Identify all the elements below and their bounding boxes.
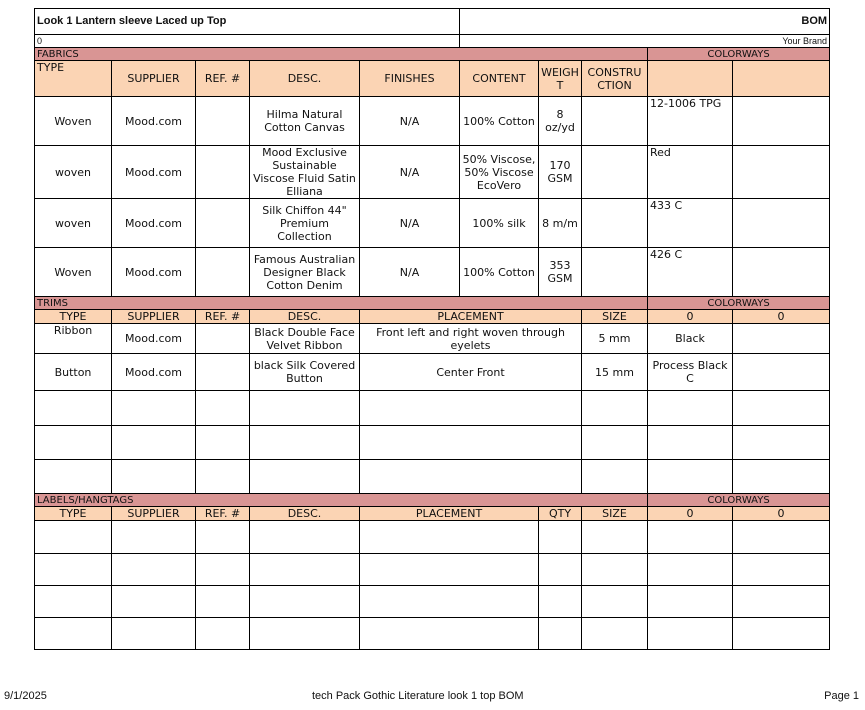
- fabrics-header-desc: DESC.: [250, 61, 360, 97]
- trim-type-cell: [35, 426, 112, 460]
- labels-header-size: SIZE: [582, 507, 648, 521]
- trims-header-ref: REF. #: [196, 310, 250, 324]
- labels-header-desc: DESC.: [250, 507, 360, 521]
- trim-colorway-2-cell: [733, 426, 830, 460]
- trim-type-cell: Ribbon: [35, 324, 112, 354]
- fabrics-colorway-header-2: [733, 61, 830, 97]
- label-row: [35, 521, 830, 554]
- label-row: [35, 586, 830, 618]
- trim-colorway-1-cell: Process Black C: [648, 354, 733, 391]
- fabrics-section-row: [35, 48, 830, 61]
- trim-row: [35, 460, 830, 494]
- fabric-construction-cell: [582, 97, 648, 146]
- label-colorway-1-cell: [648, 618, 733, 650]
- trims-header-colorway-2: 0: [733, 310, 830, 324]
- fabric-weight-cell: 8 oz/yd: [539, 97, 582, 146]
- label-row: [35, 618, 830, 650]
- fabric-content-cell: 100% Cotton: [460, 97, 539, 146]
- label-size-cell: [582, 586, 648, 618]
- label-desc-cell: [250, 586, 360, 618]
- trim-placement-cell: [360, 460, 582, 494]
- labels-header-placement: PLACEMENT: [360, 507, 539, 521]
- fabric-finishes-cell: N/A: [360, 199, 460, 248]
- trims-header-placement: PLACEMENT: [360, 310, 582, 324]
- trim-colorway-2-cell: [733, 460, 830, 494]
- label-placement-cell: [360, 554, 539, 586]
- trims-header-colorway-1: 0: [648, 310, 733, 324]
- label-colorway-1-cell: [648, 586, 733, 618]
- trim-ref-cell: [196, 354, 250, 391]
- label-size-cell: [582, 618, 648, 650]
- fabric-content-cell: 100% silk: [460, 199, 539, 248]
- fabric-weight-cell: 353 GSM: [539, 248, 582, 297]
- labels-header-supplier: SUPPLIER: [112, 507, 196, 521]
- bom-table: [34, 8, 830, 650]
- fabric-color1-cell: 426 C: [648, 248, 733, 297]
- fabric-type-cell: Woven: [35, 97, 112, 146]
- trim-type-cell: [35, 460, 112, 494]
- trim-desc-cell: black Silk Covered Button: [250, 354, 360, 391]
- fabric-color1-cell: 12-1006 TPG: [648, 97, 733, 146]
- trim-colorway-2-cell: [733, 391, 830, 426]
- labels-colorways-label: COLORWAYS: [648, 494, 830, 507]
- fabric-color2-cell: [733, 248, 830, 297]
- fabric-weight-cell: 8 m/m: [539, 199, 582, 248]
- fabric-row: [35, 199, 830, 248]
- fabric-color2-cell: [733, 199, 830, 248]
- fabric-finishes-cell: N/A: [360, 97, 460, 146]
- trim-colorway-1-cell: [648, 426, 733, 460]
- label-desc-cell: [250, 554, 360, 586]
- fabric-finishes-cell: N/A: [360, 146, 460, 199]
- trim-colorway-1-cell: [648, 391, 733, 426]
- fabric-color2-cell: [733, 146, 830, 199]
- fabrics-colorway-header-1: [648, 61, 733, 97]
- trims-header-desc: DESC.: [250, 310, 360, 324]
- trim-placement-cell: [360, 426, 582, 460]
- label-placement-cell: [360, 521, 539, 554]
- trim-desc-cell: [250, 426, 360, 460]
- fabric-construction-cell: [582, 199, 648, 248]
- fabric-weight-cell: 170 GSM: [539, 146, 582, 199]
- fabric-row: [35, 146, 830, 199]
- label-type-cell: [35, 554, 112, 586]
- labels-section-row: [35, 494, 830, 507]
- fabric-construction-cell: [582, 146, 648, 199]
- footer-doc-name: tech Pack Gothic Literature look 1 top BOM: [312, 690, 524, 702]
- fabrics-header-supplier: SUPPLIER: [112, 61, 196, 97]
- trim-supplier-cell: Mood.com: [112, 354, 196, 391]
- trim-ref-cell: [196, 460, 250, 494]
- fabric-supplier-cell: Mood.com: [112, 97, 196, 146]
- label-supplier-cell: [112, 618, 196, 650]
- trim-supplier-cell: Mood.com: [112, 324, 196, 354]
- trim-ref-cell: [196, 391, 250, 426]
- labels-header-qty: QTY: [539, 507, 582, 521]
- label-qty-cell: [539, 586, 582, 618]
- label-type-cell: [35, 618, 112, 650]
- fabric-desc-cell: Famous Australian Designer Black Cotton Denim: [250, 248, 360, 297]
- label-colorway-1-cell: [648, 554, 733, 586]
- trim-supplier-cell: [112, 460, 196, 494]
- fabric-ref-cell: [196, 146, 250, 199]
- fabric-construction-cell: [582, 248, 648, 297]
- label-size-cell: [582, 554, 648, 586]
- fabric-type-cell: Woven: [35, 248, 112, 297]
- label-supplier-cell: [112, 554, 196, 586]
- trim-size-cell: [582, 460, 648, 494]
- trim-row: [35, 354, 830, 391]
- label-colorway-2-cell: [733, 586, 830, 618]
- fabric-supplier-cell: Mood.com: [112, 199, 196, 248]
- fabric-color1-cell: Red: [648, 146, 733, 199]
- trims-section-row: [35, 297, 830, 310]
- fabric-row: [35, 248, 830, 297]
- labels-header-type: TYPE: [35, 507, 112, 521]
- fabric-desc-cell: Hilma Natural Cotton Canvas: [250, 97, 360, 146]
- trim-colorway-1-cell: [648, 460, 733, 494]
- fabric-desc-cell: Silk Chiffon 44" Premium Collection: [250, 199, 360, 248]
- label-qty-cell: [539, 618, 582, 650]
- trim-desc-cell: Black Double Face Velvet Ribbon: [250, 324, 360, 354]
- label-desc-cell: [250, 618, 360, 650]
- fabrics-header-ref: REF. #: [196, 61, 250, 97]
- trim-placement-cell: Center Front: [360, 354, 582, 391]
- fabrics-header-weight: WEIGHT: [539, 61, 582, 97]
- fabric-desc-cell: Mood Exclusive Sustainable Viscose Fluid Satin Elliana: [250, 146, 360, 199]
- label-colorway-2-cell: [733, 554, 830, 586]
- fabric-color1-cell: 433 C: [648, 199, 733, 248]
- labels-header-colorway-2: 0: [733, 507, 830, 521]
- label-colorway-2-cell: [733, 618, 830, 650]
- fabrics-colorways-label: COLORWAYS: [648, 48, 830, 61]
- label-ref-cell: [196, 586, 250, 618]
- label-type-cell: [35, 521, 112, 554]
- fabric-color2-cell: [733, 97, 830, 146]
- trim-size-cell: 15 mm: [582, 354, 648, 391]
- fabric-row: [35, 97, 830, 146]
- fabric-type-cell: woven: [35, 146, 112, 199]
- fabric-ref-cell: [196, 199, 250, 248]
- trim-desc-cell: [250, 391, 360, 426]
- sub-left-value: 0: [35, 35, 460, 48]
- fabrics-header-construction: CONSTRUCTION: [582, 61, 648, 97]
- trim-colorway-2-cell: [733, 324, 830, 354]
- fabrics-section-label: FABRICS: [35, 48, 648, 61]
- trim-ref-cell: [196, 324, 250, 354]
- trim-desc-cell: [250, 460, 360, 494]
- trims-colorways-label: COLORWAYS: [648, 297, 830, 310]
- trims-header-type: TYPE: [35, 310, 112, 324]
- trims-header-supplier: SUPPLIER: [112, 310, 196, 324]
- trim-type-cell: [35, 391, 112, 426]
- trim-placement-cell: [360, 391, 582, 426]
- label-size-cell: [582, 521, 648, 554]
- fabric-ref-cell: [196, 248, 250, 297]
- label-ref-cell: [196, 521, 250, 554]
- footer-date: 9/1/2025: [4, 690, 47, 702]
- page-title: Look 1 Lantern sleeve Laced up Top: [35, 9, 460, 35]
- footer-page: Page 1: [824, 690, 859, 702]
- fabrics-header-row: [35, 61, 830, 97]
- label-type-cell: [35, 586, 112, 618]
- label-qty-cell: [539, 554, 582, 586]
- labels-header-colorway-1: 0: [648, 507, 733, 521]
- fabric-ref-cell: [196, 97, 250, 146]
- label-supplier-cell: [112, 521, 196, 554]
- trim-supplier-cell: [112, 426, 196, 460]
- fabric-content-cell: 50% Viscose, 50% Viscose EcoVero: [460, 146, 539, 199]
- brand-name: Your Brand: [460, 35, 830, 48]
- fabric-finishes-cell: N/A: [360, 248, 460, 297]
- label-supplier-cell: [112, 586, 196, 618]
- trim-size-cell: [582, 426, 648, 460]
- trim-row: [35, 391, 830, 426]
- fabrics-header-finishes: FINISHES: [360, 61, 460, 97]
- fabrics-header-content: CONTENT: [460, 61, 539, 97]
- labels-section-label: LABELS/HANGTAGS: [35, 494, 648, 507]
- trim-size-cell: 5 mm: [582, 324, 648, 354]
- fabrics-header-type: TYPE: [35, 61, 112, 97]
- trim-supplier-cell: [112, 391, 196, 426]
- label-ref-cell: [196, 618, 250, 650]
- label-placement-cell: [360, 618, 539, 650]
- fabric-supplier-cell: Mood.com: [112, 248, 196, 297]
- label-row: [35, 554, 830, 586]
- trim-type-cell: Button: [35, 354, 112, 391]
- label-ref-cell: [196, 554, 250, 586]
- label-colorway-2-cell: [733, 521, 830, 554]
- trim-row: [35, 426, 830, 460]
- fabric-supplier-cell: Mood.com: [112, 146, 196, 199]
- bom-label: BOM: [460, 9, 830, 35]
- fabric-type-cell: woven: [35, 199, 112, 248]
- labels-header-ref: REF. #: [196, 507, 250, 521]
- labels-header-row: [35, 507, 830, 521]
- fabric-content-cell: 100% Cotton: [460, 248, 539, 297]
- trims-header-size: SIZE: [582, 310, 648, 324]
- trims-header-row: [35, 310, 830, 324]
- trim-colorway-1-cell: Black: [648, 324, 733, 354]
- trim-placement-cell: Front left and right woven through eyelets: [360, 324, 582, 354]
- trim-row: [35, 324, 830, 354]
- label-qty-cell: [539, 521, 582, 554]
- trim-size-cell: [582, 391, 648, 426]
- trim-ref-cell: [196, 426, 250, 460]
- trims-section-label: TRIMS: [35, 297, 648, 310]
- label-colorway-1-cell: [648, 521, 733, 554]
- trim-colorway-2-cell: [733, 354, 830, 391]
- label-desc-cell: [250, 521, 360, 554]
- label-placement-cell: [360, 586, 539, 618]
